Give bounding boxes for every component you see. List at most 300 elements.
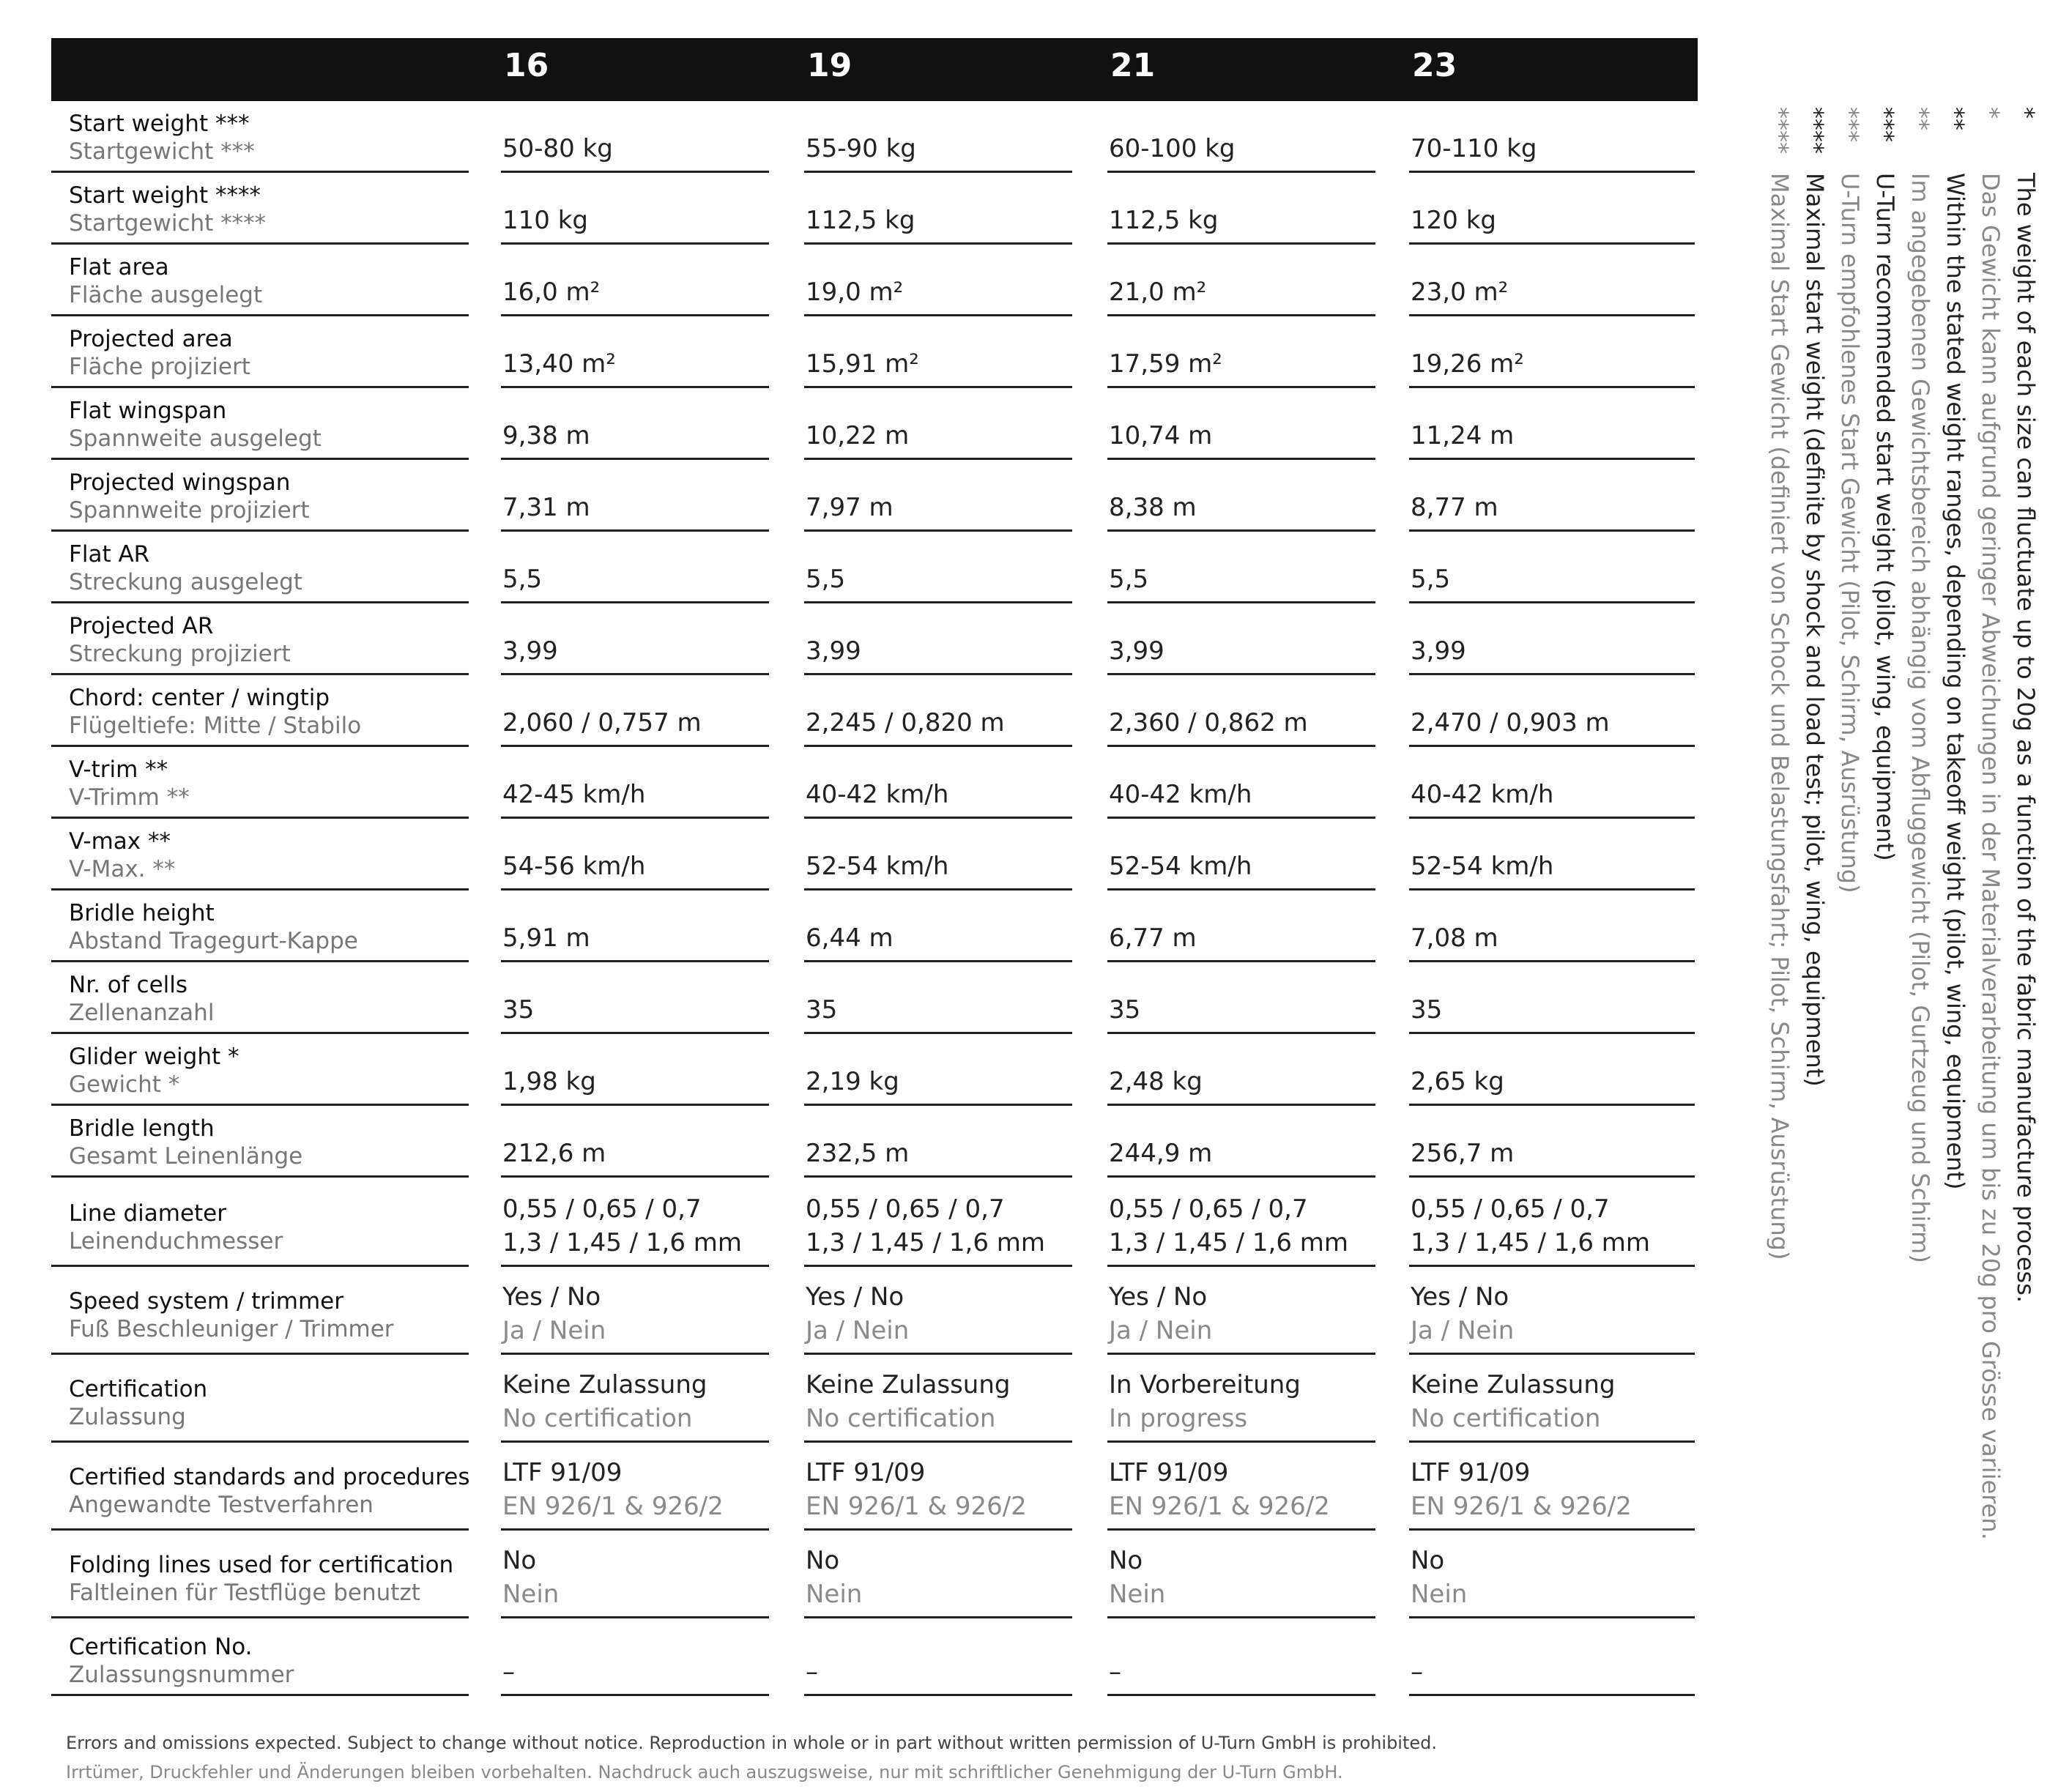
value-primary: 256,7 m bbox=[1411, 1139, 1515, 1168]
value-cell bbox=[502, 778, 770, 811]
row-label-de: Gewicht * bbox=[69, 1071, 180, 1098]
value-primary: 5,5 bbox=[1411, 565, 1451, 594]
value-cell bbox=[1411, 562, 1679, 596]
table-row bbox=[51, 460, 1698, 532]
row-label-en: Flat area bbox=[69, 254, 169, 280]
value-primary: 5,5 bbox=[1109, 565, 1149, 594]
value-primary: 0,55 / 0,65 / 0,7 bbox=[502, 1194, 702, 1224]
table-row bbox=[51, 173, 1698, 245]
table-header bbox=[51, 38, 1698, 101]
row-label bbox=[69, 540, 469, 596]
value-primary: 23,0 m² bbox=[1411, 278, 1509, 307]
value-cell bbox=[502, 204, 770, 237]
value-primary: 7,31 m bbox=[502, 493, 590, 522]
value-primary: 19,26 m² bbox=[1411, 349, 1524, 379]
footnote-text: Within the stated weight ranges, depending on takeoff weight (pilot, wing, equipment) bbox=[1942, 173, 1969, 1190]
footnote-mark: **** bbox=[1801, 107, 1829, 154]
value-cell bbox=[806, 993, 1074, 1027]
value-primary: LTF 91/09 bbox=[1109, 1458, 1229, 1487]
value-cell bbox=[1109, 1368, 1377, 1435]
value-primary: Yes / No bbox=[502, 1282, 601, 1312]
value-primary: In Vorbereitung bbox=[1109, 1370, 1301, 1399]
value-cell bbox=[1109, 634, 1377, 668]
row-divider bbox=[51, 1694, 469, 1696]
value-cell bbox=[806, 1065, 1074, 1098]
footer-disclaimer-de: Irrtümer, Druckfehler und Änderungen bleiben vorbehalten. Nachdruck auch auszugsweise, nur mit schriftlicher Genehmigung der U-Turn GmbH. bbox=[66, 1762, 1343, 1782]
value-cell bbox=[806, 921, 1074, 955]
value-secondary: EN 926/1 & 926/2 bbox=[806, 1492, 1027, 1521]
row-label-en: Projected area bbox=[69, 326, 233, 352]
value-secondary: EN 926/1 & 926/2 bbox=[1109, 1492, 1330, 1521]
row-label bbox=[69, 612, 469, 668]
footnote-text: The weight of each size can fluctuate up to 20g as a function of the fabric manufacture process. bbox=[2012, 173, 2040, 1304]
footnotes bbox=[1750, 107, 2043, 1540]
value-primary: – bbox=[1411, 1657, 1423, 1687]
table-body bbox=[51, 101, 1698, 1696]
cell-divider bbox=[501, 1694, 769, 1696]
row-label bbox=[69, 1200, 469, 1255]
value-cell bbox=[806, 347, 1074, 381]
value-primary: 2,060 / 0,757 m bbox=[502, 708, 702, 737]
value-primary: 52-54 km/h bbox=[806, 852, 949, 881]
value-primary: 212,6 m bbox=[502, 1139, 606, 1168]
row-label-de: Abstand Tragegurt-Kappe bbox=[69, 928, 358, 954]
value-primary: – bbox=[806, 1657, 818, 1687]
value-cell bbox=[806, 1192, 1074, 1260]
value-cell bbox=[1109, 1655, 1377, 1689]
row-label-en: Folding lines used for certification bbox=[69, 1552, 454, 1578]
value-primary: Keine Zulassung bbox=[502, 1370, 707, 1399]
value-cell bbox=[1411, 634, 1679, 668]
value-cell bbox=[806, 1137, 1074, 1170]
value-primary: No bbox=[502, 1546, 537, 1575]
value-cell bbox=[1109, 132, 1377, 166]
row-label-de: Faltleinen für Testflüge benutzt bbox=[69, 1580, 420, 1606]
value-primary: 40-42 km/h bbox=[1411, 780, 1554, 809]
value-primary: – bbox=[502, 1657, 515, 1687]
size-header: 21 bbox=[1110, 47, 1156, 84]
value-secondary: 1,3 / 1,45 / 1,6 mm bbox=[502, 1228, 743, 1257]
value-secondary: Nein bbox=[1109, 1580, 1166, 1609]
cell-divider bbox=[804, 1694, 1072, 1696]
cell-divider bbox=[1107, 1694, 1375, 1696]
row-label-de: Startgewicht **** bbox=[69, 210, 267, 237]
row-label-en: Certified standards and procedures bbox=[69, 1464, 470, 1490]
value-cell bbox=[1411, 1192, 1679, 1260]
value-secondary: 1,3 / 1,45 / 1,6 mm bbox=[806, 1228, 1046, 1257]
value-cell bbox=[806, 1655, 1074, 1689]
value-secondary: Nein bbox=[502, 1580, 560, 1609]
value-primary: 35 bbox=[806, 995, 838, 1025]
row-label-de: Flügeltiefe: Mitte / Stabilo bbox=[69, 713, 362, 739]
value-primary: 232,5 m bbox=[806, 1139, 910, 1168]
value-cell bbox=[502, 921, 770, 955]
value-cell bbox=[502, 1655, 770, 1689]
value-primary: 5,91 m bbox=[502, 923, 590, 953]
value-primary: 6,44 m bbox=[806, 923, 894, 953]
value-secondary: 1,3 / 1,45 / 1,6 mm bbox=[1109, 1228, 1349, 1257]
footnote-text: Maximal Start Gewicht (definiert von Schock und Belastungsfahrt; Pilot, Schirm, Ausrüstung) bbox=[1766, 173, 1794, 1260]
value-primary: 120 kg bbox=[1411, 206, 1496, 235]
value-primary: 5,5 bbox=[502, 565, 543, 594]
value-secondary: EN 926/1 & 926/2 bbox=[502, 1492, 724, 1521]
size-header: 19 bbox=[807, 47, 852, 84]
value-secondary: No certification bbox=[502, 1404, 693, 1433]
footnote-mark: *** bbox=[1871, 107, 1899, 142]
table-row bbox=[51, 675, 1698, 747]
row-label bbox=[69, 1375, 469, 1431]
value-primary: 17,59 m² bbox=[1109, 349, 1222, 379]
value-primary: 40-42 km/h bbox=[1109, 780, 1252, 809]
table-row bbox=[51, 1034, 1698, 1106]
value-primary: 8,77 m bbox=[1411, 493, 1498, 522]
row-label-de: Streckung projiziert bbox=[69, 641, 291, 667]
value-primary: 3,99 bbox=[1411, 636, 1466, 666]
row-label-en: Projected AR bbox=[69, 613, 214, 639]
footnote-en bbox=[1868, 107, 1903, 1293]
table-row bbox=[51, 819, 1698, 891]
value-secondary: No certification bbox=[1411, 1404, 1601, 1433]
row-label bbox=[69, 684, 469, 740]
row-label-en: Chord: center / wingtip bbox=[69, 685, 330, 711]
row-label-de: Fläche projiziert bbox=[69, 354, 250, 380]
row-label-en: Line diameter bbox=[69, 1200, 226, 1227]
value-cell bbox=[502, 1368, 770, 1435]
value-primary: 3,99 bbox=[1109, 636, 1164, 666]
table-row bbox=[51, 1106, 1698, 1178]
value-cell bbox=[1411, 921, 1679, 955]
value-secondary: EN 926/1 & 926/2 bbox=[1411, 1492, 1632, 1521]
value-primary: Yes / No bbox=[806, 1282, 904, 1312]
value-primary: 2,65 kg bbox=[1411, 1067, 1504, 1096]
value-cell bbox=[502, 347, 770, 381]
value-primary: 19,0 m² bbox=[806, 278, 904, 307]
value-cell bbox=[1411, 1368, 1679, 1435]
value-cell bbox=[806, 491, 1074, 524]
value-cell bbox=[1411, 706, 1679, 740]
value-primary: 0,55 / 0,65 / 0,7 bbox=[806, 1194, 1005, 1224]
value-primary: 2,19 kg bbox=[806, 1067, 899, 1096]
value-cell bbox=[1411, 347, 1679, 381]
value-cell bbox=[1411, 132, 1679, 166]
value-secondary: Nein bbox=[1411, 1580, 1468, 1609]
row-label-en: Nr. of cells bbox=[69, 972, 188, 998]
row-label-de: Angewandte Testverfahren bbox=[69, 1492, 374, 1518]
value-cell bbox=[502, 849, 770, 883]
value-primary: 50-80 kg bbox=[502, 134, 613, 163]
value-primary: 40-42 km/h bbox=[806, 780, 949, 809]
table-row bbox=[51, 1531, 1698, 1618]
value-cell bbox=[1109, 921, 1377, 955]
row-label-en: Bridle length bbox=[69, 1115, 215, 1142]
value-primary: 52-54 km/h bbox=[1109, 852, 1252, 881]
value-primary: 112,5 kg bbox=[1109, 206, 1219, 235]
value-secondary: Ja / Nein bbox=[502, 1316, 606, 1345]
footnote-mark: ** bbox=[1906, 107, 1934, 130]
row-label bbox=[69, 253, 469, 309]
value-primary: 9,38 m bbox=[502, 421, 590, 450]
footnote-mark: *** bbox=[1836, 107, 1864, 142]
row-label bbox=[69, 469, 469, 524]
value-primary: 5,5 bbox=[806, 565, 846, 594]
value-primary: 110 kg bbox=[502, 206, 588, 235]
table-row bbox=[51, 1618, 1698, 1696]
row-label bbox=[69, 828, 469, 883]
row-label-de: V-Max. ** bbox=[69, 856, 176, 882]
value-cell bbox=[1411, 1065, 1679, 1098]
value-cell bbox=[502, 1065, 770, 1098]
row-label bbox=[69, 899, 469, 955]
value-primary: 16,0 m² bbox=[502, 278, 601, 307]
value-cell bbox=[806, 1456, 1074, 1523]
value-primary: 10,22 m bbox=[806, 421, 910, 450]
value-secondary: Nein bbox=[806, 1580, 863, 1609]
row-label-de: Zulassungsnummer bbox=[69, 1662, 294, 1688]
row-label-de: Zulassung bbox=[69, 1404, 186, 1430]
value-primary: 21,0 m² bbox=[1109, 278, 1207, 307]
row-label-en: Flat AR bbox=[69, 541, 150, 568]
row-label-de: Startgewicht *** bbox=[69, 138, 255, 165]
value-cell bbox=[1411, 849, 1679, 883]
value-cell bbox=[1109, 419, 1377, 453]
row-label-en: Bridle height bbox=[69, 900, 215, 926]
value-primary: 15,91 m² bbox=[806, 349, 919, 379]
row-label-de: Spannweite ausgelegt bbox=[69, 425, 322, 452]
value-secondary: No certification bbox=[806, 1404, 996, 1433]
value-cell bbox=[806, 1280, 1074, 1347]
value-cell bbox=[1109, 778, 1377, 811]
footnote-en bbox=[2008, 107, 2043, 1304]
row-label bbox=[69, 1043, 469, 1098]
footnote-en bbox=[1938, 107, 1973, 1293]
row-label-en: Speed system / trimmer bbox=[69, 1288, 343, 1315]
value-primary: LTF 91/09 bbox=[806, 1458, 926, 1487]
value-cell bbox=[1109, 1137, 1377, 1170]
table-row bbox=[51, 316, 1698, 388]
table-row bbox=[51, 532, 1698, 603]
value-cell bbox=[502, 1544, 770, 1611]
value-primary: 112,5 kg bbox=[806, 206, 915, 235]
table-row bbox=[51, 388, 1698, 460]
value-cell bbox=[806, 706, 1074, 740]
row-label bbox=[69, 971, 469, 1027]
value-primary: Keine Zulassung bbox=[1411, 1370, 1616, 1399]
value-cell bbox=[806, 204, 1074, 237]
cell-divider bbox=[1409, 1694, 1695, 1696]
footnote-text: U-Turn empfohlenes Start Gewicht (Pilot, Schirm, Ausrüstung) bbox=[1836, 173, 1864, 893]
row-label-en: Start weight **** bbox=[69, 182, 261, 209]
value-cell bbox=[1109, 993, 1377, 1027]
value-cell bbox=[806, 132, 1074, 166]
footnote-de bbox=[1903, 107, 1938, 1293]
value-primary: 55-90 kg bbox=[806, 134, 916, 163]
row-label-en: Certification No. bbox=[69, 1634, 253, 1660]
footnote-mark: * bbox=[1977, 107, 2005, 119]
value-primary: 0,55 / 0,65 / 0,7 bbox=[1109, 1194, 1308, 1224]
value-cell bbox=[502, 275, 770, 309]
table-row bbox=[51, 747, 1698, 819]
footer bbox=[66, 1728, 1437, 1787]
row-label-en: Start weight *** bbox=[69, 111, 250, 137]
footnote-mark: * bbox=[2012, 107, 2040, 119]
value-cell bbox=[1109, 562, 1377, 596]
value-cell bbox=[502, 491, 770, 524]
value-primary: No bbox=[1109, 1546, 1143, 1575]
value-cell bbox=[502, 562, 770, 596]
value-cell bbox=[1411, 1280, 1679, 1347]
value-secondary: In progress bbox=[1109, 1404, 1248, 1433]
value-cell bbox=[502, 1456, 770, 1523]
value-primary: 60-100 kg bbox=[1109, 134, 1236, 163]
value-cell bbox=[502, 706, 770, 740]
row-label bbox=[69, 397, 469, 453]
row-label bbox=[69, 756, 469, 811]
value-cell bbox=[1109, 1065, 1377, 1098]
value-primary: 2,245 / 0,820 m bbox=[806, 708, 1005, 737]
footnote-de bbox=[1832, 107, 1868, 1293]
table-row bbox=[51, 1267, 1698, 1355]
footnote-mark: ** bbox=[1942, 107, 1969, 130]
row-label-de: Fläche ausgelegt bbox=[69, 282, 263, 308]
value-primary: LTF 91/09 bbox=[1411, 1458, 1531, 1487]
value-primary: 8,38 m bbox=[1109, 493, 1197, 522]
footnote-en bbox=[1797, 107, 1832, 1293]
value-cell bbox=[502, 419, 770, 453]
value-cell bbox=[1109, 491, 1377, 524]
value-primary: 2,470 / 0,903 m bbox=[1411, 708, 1610, 737]
value-secondary: Ja / Nein bbox=[806, 1316, 910, 1345]
value-primary: Keine Zulassung bbox=[806, 1370, 1011, 1399]
value-primary: 7,08 m bbox=[1411, 923, 1498, 953]
footnote-mark: **** bbox=[1766, 107, 1794, 154]
value-cell bbox=[1109, 1456, 1377, 1523]
value-secondary: Ja / Nein bbox=[1109, 1316, 1213, 1345]
row-label-de: V-Trimm ** bbox=[69, 784, 190, 811]
row-label-de: Leinenduchmesser bbox=[69, 1228, 283, 1254]
value-secondary: Ja / Nein bbox=[1411, 1316, 1515, 1345]
table-row bbox=[51, 101, 1698, 173]
footnote-text: Im angegebenen Gewichtsbereich abhängig vom Abfluggewicht (Pilot, Gurtzeug und Schirm) bbox=[1906, 173, 1934, 1263]
value-cell bbox=[1411, 1137, 1679, 1170]
value-cell bbox=[1411, 419, 1679, 453]
row-label bbox=[69, 1633, 469, 1689]
value-cell bbox=[1109, 204, 1377, 237]
row-label-de: Fuß Beschleuniger / Trimmer bbox=[69, 1316, 394, 1342]
value-primary: No bbox=[806, 1546, 840, 1575]
row-label bbox=[69, 1115, 469, 1170]
footnote-text: Das Gewicht kann aufgrund geringer Abweichungen in der Materialverarbeitung um bis zu 20g pro Grösse variieren. bbox=[1977, 173, 2005, 1540]
row-label bbox=[69, 1287, 469, 1343]
value-cell bbox=[806, 1544, 1074, 1611]
value-primary: LTF 91/09 bbox=[502, 1458, 623, 1487]
row-label-en: Glider weight * bbox=[69, 1044, 239, 1070]
value-primary: 11,24 m bbox=[1411, 421, 1515, 450]
value-secondary: 1,3 / 1,45 / 1,6 mm bbox=[1411, 1228, 1651, 1257]
value-primary: 1,98 kg bbox=[502, 1067, 596, 1096]
row-label-en: Flat wingspan bbox=[69, 398, 227, 424]
value-cell bbox=[806, 275, 1074, 309]
value-cell bbox=[1109, 1544, 1377, 1611]
value-primary: 13,40 m² bbox=[502, 349, 616, 379]
value-cell bbox=[1411, 1544, 1679, 1611]
table-row bbox=[51, 1178, 1698, 1267]
row-label bbox=[69, 110, 469, 166]
value-primary: 6,77 m bbox=[1109, 923, 1197, 953]
value-primary: 70-110 kg bbox=[1411, 134, 1537, 163]
table-row bbox=[51, 245, 1698, 316]
table-row bbox=[51, 603, 1698, 675]
value-primary: 35 bbox=[502, 995, 535, 1025]
value-cell bbox=[1411, 993, 1679, 1027]
table-row bbox=[51, 1355, 1698, 1443]
row-label-en: Certification bbox=[69, 1376, 208, 1402]
value-cell bbox=[806, 419, 1074, 453]
value-cell bbox=[1109, 849, 1377, 883]
row-label-de: Gesamt Leinenlänge bbox=[69, 1143, 303, 1170]
value-cell bbox=[806, 562, 1074, 596]
value-cell bbox=[1411, 204, 1679, 237]
footnote-text: Maximal start weight (definite by shock and load test; pilot, wing, equipment) bbox=[1801, 173, 1829, 1087]
value-cell bbox=[1109, 1192, 1377, 1260]
row-label bbox=[69, 1551, 469, 1607]
value-cell bbox=[1411, 275, 1679, 309]
footnote-de bbox=[1762, 107, 1797, 1293]
spec-table bbox=[51, 38, 1698, 1696]
footnote-text: U-Turn recommended start weight (pilot, wing, equipment) bbox=[1871, 173, 1899, 861]
value-primary: 2,48 kg bbox=[1109, 1067, 1203, 1096]
value-cell bbox=[806, 849, 1074, 883]
row-label-de: Streckung ausgelegt bbox=[69, 569, 302, 595]
value-cell bbox=[1109, 347, 1377, 381]
table-row bbox=[51, 891, 1698, 962]
value-primary: 42-45 km/h bbox=[502, 780, 646, 809]
footer-disclaimer-en: Errors and omissions expected. Subject to change without notice. Reproduction in whole or in part without written permission of U-Turn GmbH is prohibited. bbox=[66, 1733, 1438, 1753]
value-cell bbox=[1109, 275, 1377, 309]
row-label-en: Projected wingspan bbox=[69, 469, 291, 496]
value-cell bbox=[806, 778, 1074, 811]
value-primary: 2,360 / 0,862 m bbox=[1109, 708, 1308, 737]
size-header: 16 bbox=[504, 47, 549, 84]
value-cell bbox=[1411, 491, 1679, 524]
value-primary: – bbox=[1109, 1657, 1121, 1687]
value-cell bbox=[806, 634, 1074, 668]
value-primary: Yes / No bbox=[1411, 1282, 1509, 1312]
value-cell bbox=[1411, 1456, 1679, 1523]
value-primary: 3,99 bbox=[502, 636, 558, 666]
value-cell bbox=[1109, 1280, 1377, 1347]
value-primary: 244,9 m bbox=[1109, 1139, 1213, 1168]
footnote-de bbox=[1973, 107, 2008, 1540]
table-row bbox=[51, 962, 1698, 1034]
value-primary: No bbox=[1411, 1546, 1445, 1575]
value-cell bbox=[502, 634, 770, 668]
row-label bbox=[69, 325, 469, 381]
row-label-en: V-trim ** bbox=[69, 756, 168, 783]
value-cell bbox=[502, 1280, 770, 1347]
value-cell bbox=[502, 1192, 770, 1260]
size-header: 23 bbox=[1412, 47, 1457, 84]
value-primary: Yes / No bbox=[1109, 1282, 1208, 1312]
value-primary: 54-56 km/h bbox=[502, 852, 646, 881]
row-label bbox=[69, 1463, 469, 1519]
value-cell bbox=[1411, 778, 1679, 811]
row-label bbox=[69, 182, 469, 237]
value-cell bbox=[1109, 706, 1377, 740]
row-label-en: V-max ** bbox=[69, 828, 171, 855]
value-primary: 52-54 km/h bbox=[1411, 852, 1554, 881]
table-row bbox=[51, 1443, 1698, 1531]
row-label-de: Zellenanzahl bbox=[69, 1000, 215, 1026]
